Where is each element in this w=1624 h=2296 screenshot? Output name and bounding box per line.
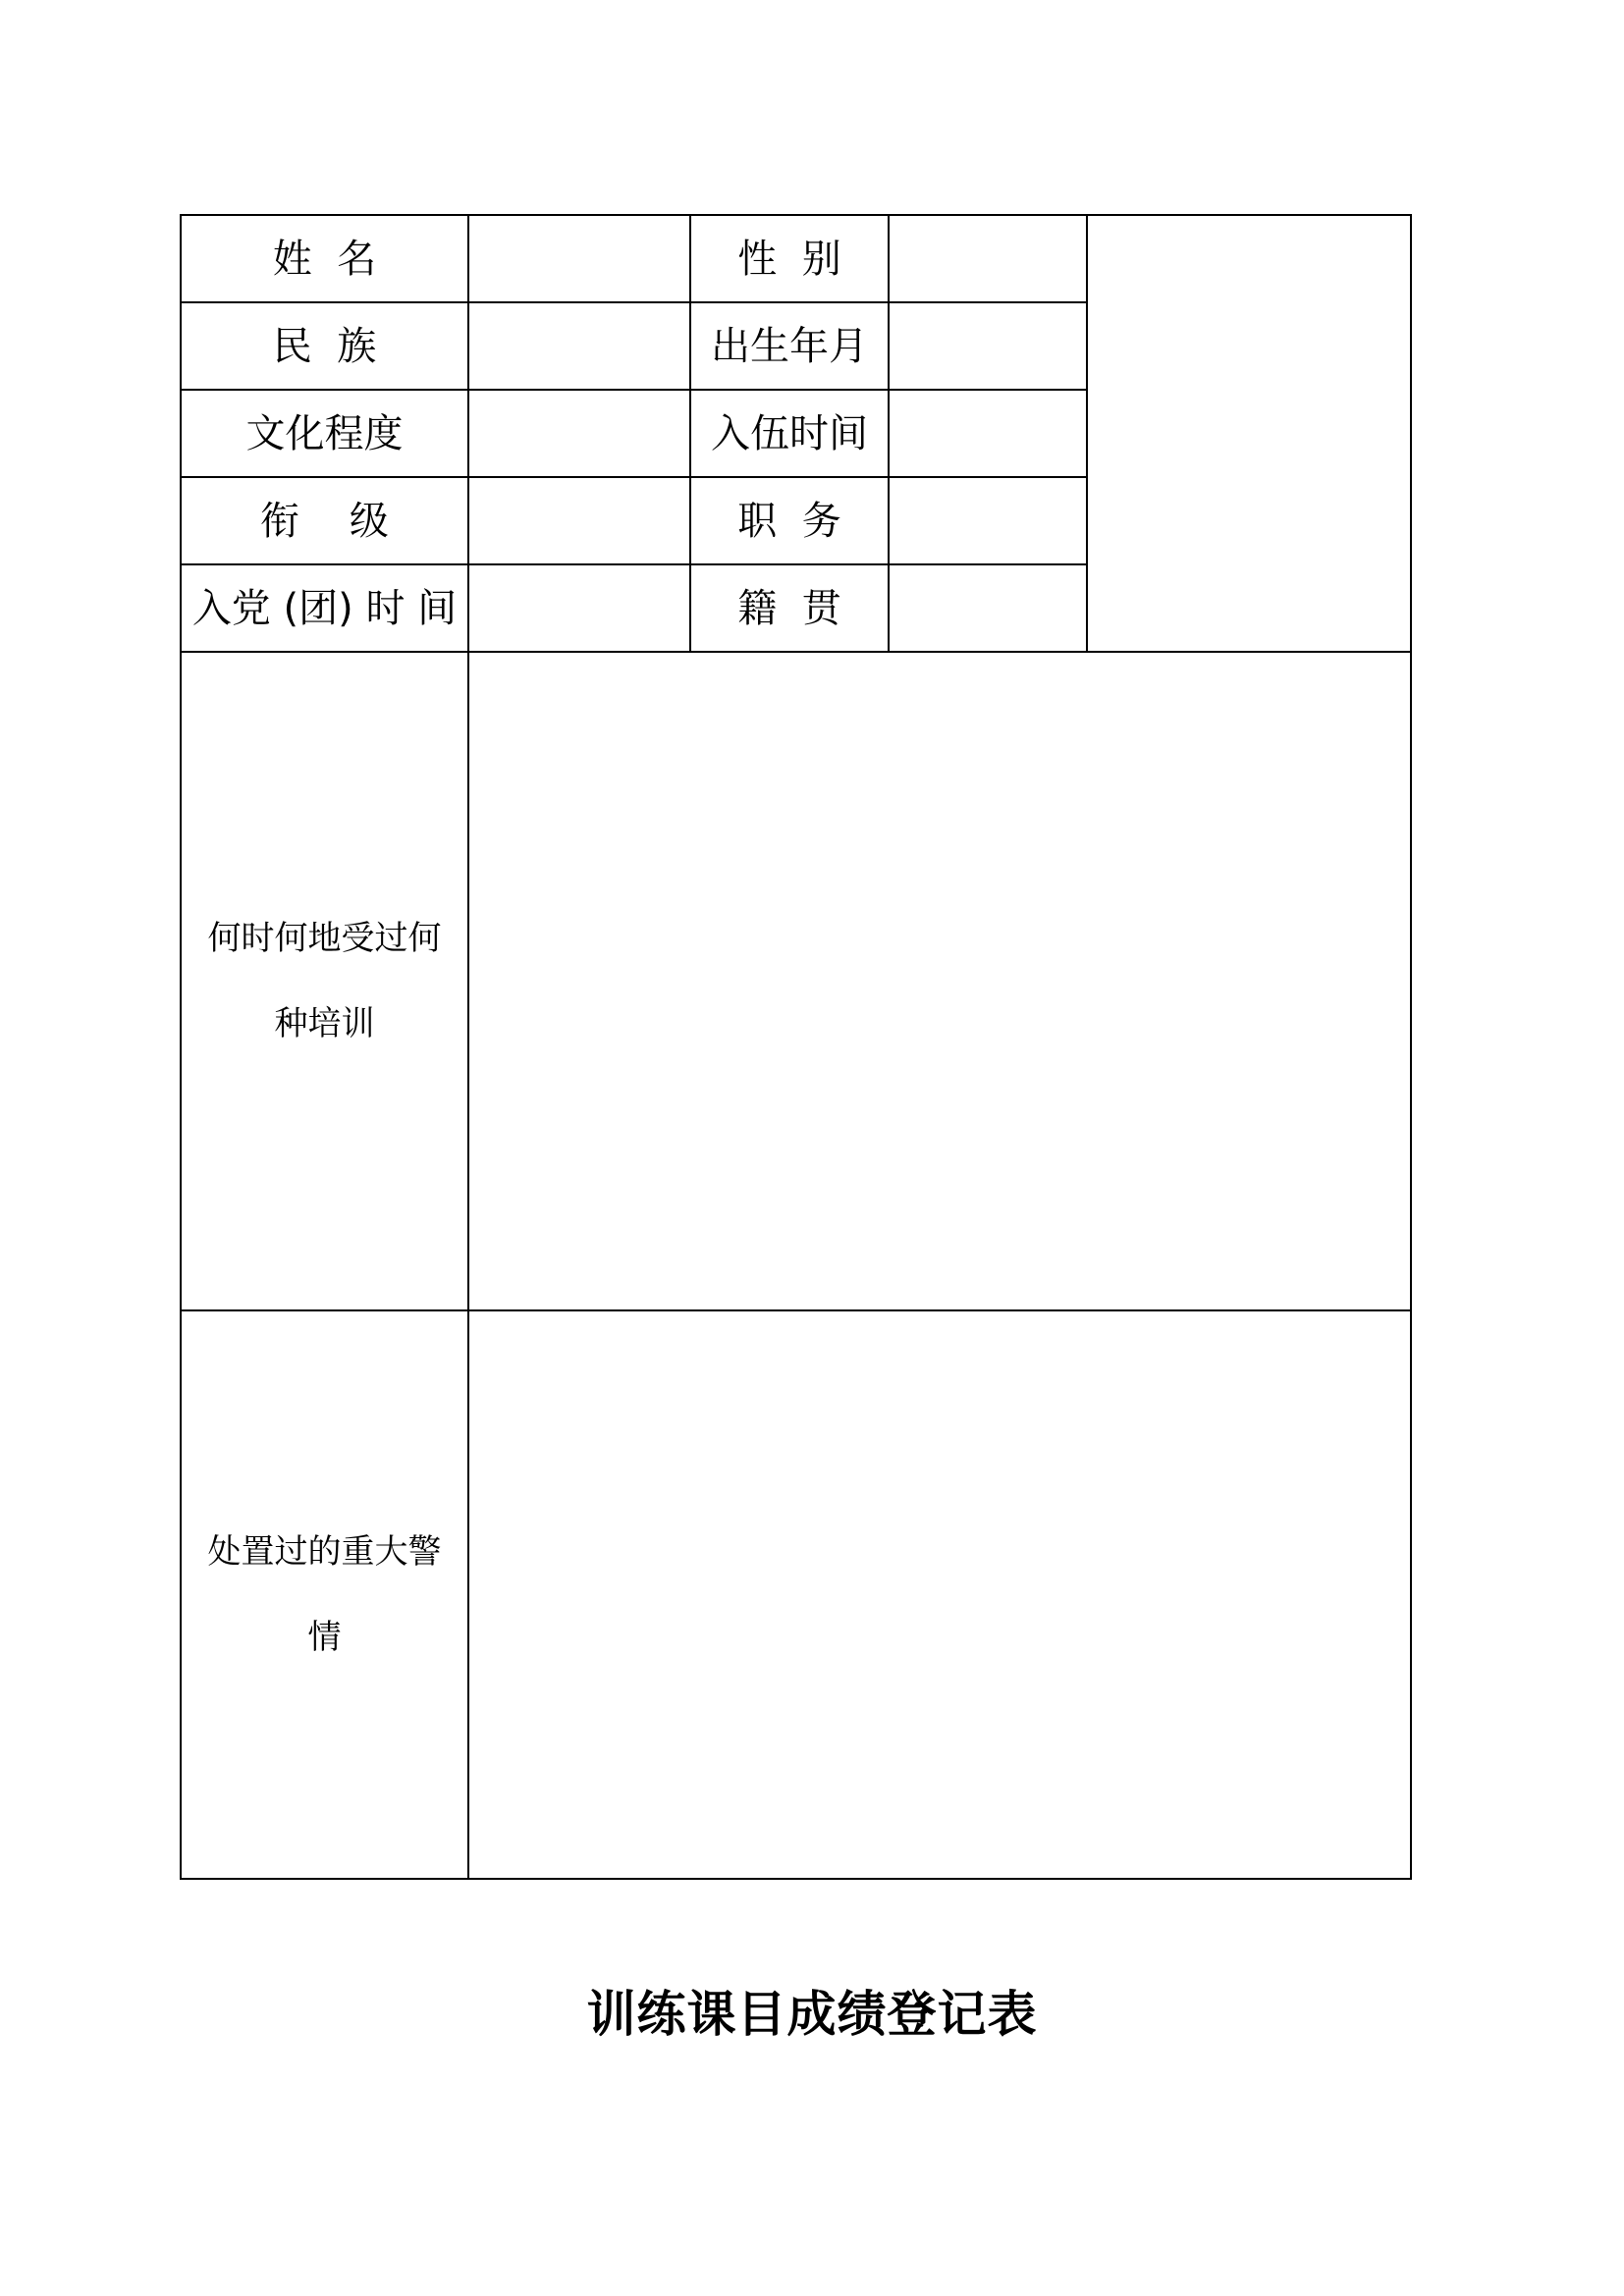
name-value-cell[interactable] [468,215,690,302]
ethnicity-label: 民 族 [272,323,377,369]
native-place-value-cell[interactable] [889,564,1087,652]
training-history-content-cell[interactable] [468,652,1411,1310]
party-join-date-label: 入党 (团) 时 间 [191,585,458,631]
ethnicity-value-cell[interactable] [468,302,690,390]
enlistment-date-label: 入伍时间 [711,410,868,456]
birth-date-label-cell [690,302,889,390]
position-label: 职 务 [737,498,841,544]
party-join-date-label-cell [181,564,468,652]
birth-date-label: 出生年月 [711,323,868,369]
education-label-cell [181,390,468,477]
rank-label: 衔 级 [260,498,389,544]
major-incidents-label-line1: 处置过的重大警 [207,1531,442,1572]
table-row [181,652,1411,1310]
major-incidents-label-line2: 情 [307,1617,342,1657]
native-place-label: 籍 贯 [737,585,841,631]
photo-cell[interactable] [1087,215,1411,652]
native-place-label-cell [690,564,889,652]
enlistment-date-label-cell [690,390,889,477]
personnel-info-table [180,214,1412,1880]
party-join-date-value-cell[interactable] [468,564,690,652]
training-history-label-line2: 种培训 [274,1003,375,1043]
table-row [181,1310,1411,1879]
position-value-cell[interactable] [889,477,1087,564]
education-label: 文化程度 [245,410,404,456]
section-heading: 训练课目成绩登记表 [586,1986,1038,2043]
education-value-cell[interactable] [468,390,690,477]
training-history-label-cell [181,652,468,1310]
gender-label: 性 别 [737,236,841,282]
training-history-label-line1: 何时何地受过何 [207,918,442,958]
gender-value-cell[interactable] [889,215,1087,302]
rank-label-cell [181,477,468,564]
gender-label-cell [690,215,889,302]
table-row [181,215,1411,302]
name-label-cell [181,215,468,302]
birth-date-value-cell[interactable] [889,302,1087,390]
major-incidents-content-cell[interactable] [468,1310,1411,1879]
position-label-cell [690,477,889,564]
ethnicity-label-cell [181,302,468,390]
major-incidents-label-cell [181,1310,468,1879]
name-label: 姓 名 [272,236,377,282]
rank-value-cell[interactable] [468,477,690,564]
enlistment-date-value-cell[interactable] [889,390,1087,477]
